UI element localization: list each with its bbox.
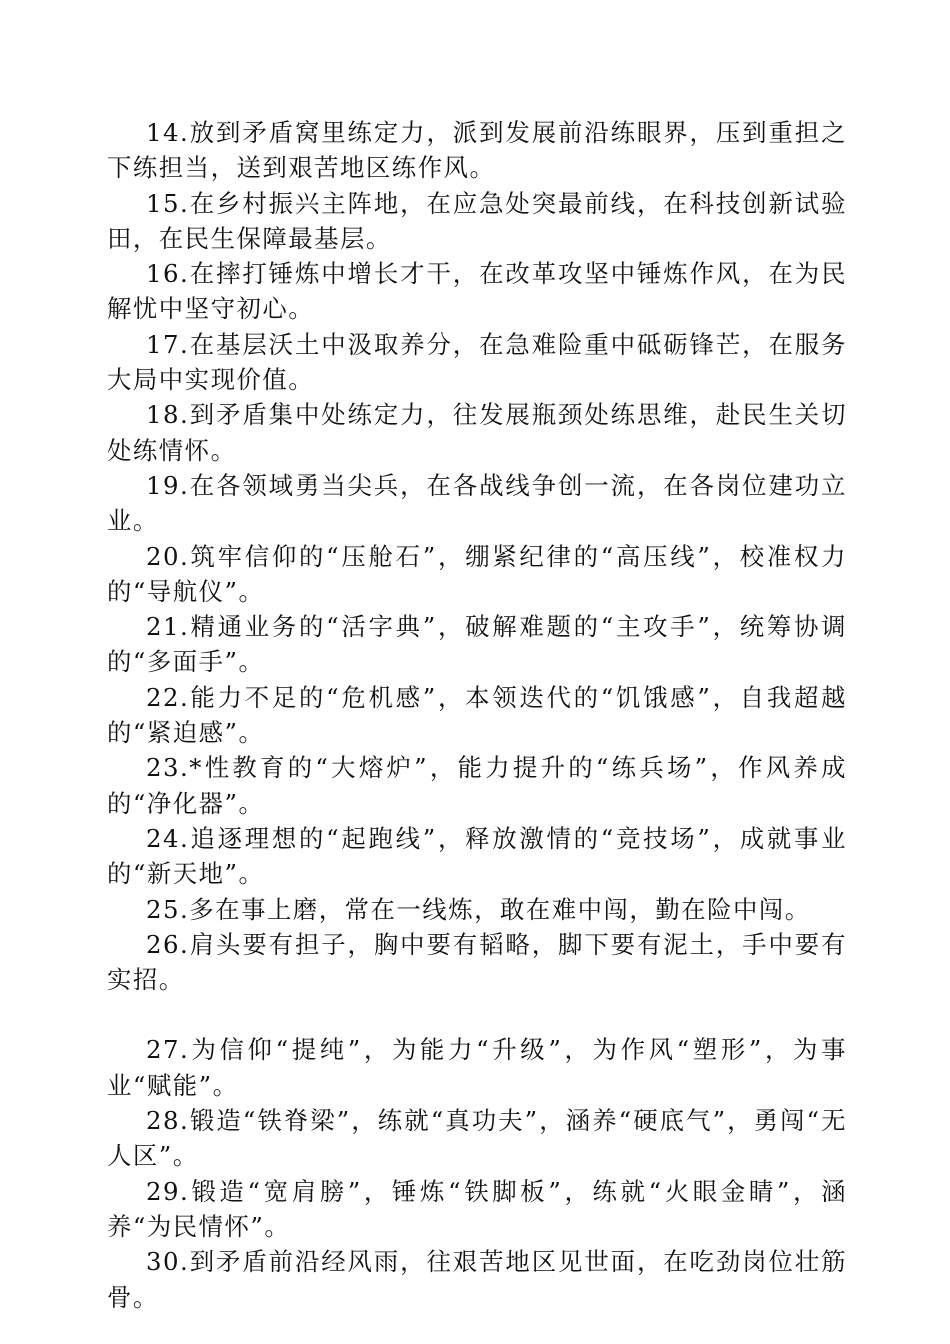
list-item-20: 20.筑牢信仰的“压舱石”，绷紧纪律的“高压线”，校准权力的“导航仪”。 <box>107 541 847 606</box>
list-item-28: 28.锻造“铁脊梁”，练就“真功夫”，涵养“硬底气”，勇闯“无人区”。 <box>107 1106 847 1171</box>
list-item-14: 14.放到矛盾窝里练定力，派到发展前沿练眼界，压到重担之下练担当，送到艰苦地区练作风。 <box>107 118 847 183</box>
numbered-list <box>107 115 847 1315</box>
list-item-21: 21.精通业务的“活字典”，破解难题的“主攻手”，统筹协调的“多面手”。 <box>107 612 847 677</box>
list-item-23: 23.*性教育的“大熔炉”，能力提升的“练兵场”，作风养成的“净化器”。 <box>107 753 847 818</box>
list-item-26: 26.肩头要有担子，胸中要有韬略，脚下要有泥土，手中要有实招。 <box>107 929 847 995</box>
list-item-25: 25.多在事上磨，常在一线炼，敢在难中闯，勤在险中闯。 <box>146 894 811 924</box>
list-item-24: 24.追逐理想的“起跑线”，释放激情的“竞技场”，成就事业的“新天地”。 <box>107 823 847 889</box>
list-item-22: 22.能力不足的“危机感”，本领迭代的“饥饿感”，自我超越的“紧迫感”。 <box>107 682 847 748</box>
list-item-29: 29.锻造“宽肩膀”，锤炼“铁脚板”，练就“火眼金睛”，涵养“为民情怀”。 <box>107 1176 847 1241</box>
list-item-16: 16.在摔打锤炼中增长才干，在改革攻坚中锤炼作风，在为民解忧中坚守初心。 <box>107 259 847 324</box>
list-item-27: 27.为信仰“提纯”，为能力“升级”，为作风“塑形”，为事业“赋能”。 <box>107 1035 847 1100</box>
list-item-18: 18.到矛盾集中处练定力，往发展瓶颈处练思维，赴民生关切处练情怀。 <box>107 400 847 465</box>
list-item-17: 17.在基层沃土中汲取养分，在急难险重中砥砺锋芒，在服务大局中实现价值。 <box>107 329 847 395</box>
list-item-30: 30.到矛盾前沿经风雨，往艰苦地区见世面，在吃劲岗位壮筋骨。 <box>107 1247 847 1312</box>
list-item-15: 15.在乡村振兴主阵地，在应急处突最前线，在科技创新试验田，在民生保障最基层。 <box>107 188 847 253</box>
list-item-19: 19.在各领域勇当尖兵，在各战线争创一流，在各岗位建功立业。 <box>107 470 847 536</box>
